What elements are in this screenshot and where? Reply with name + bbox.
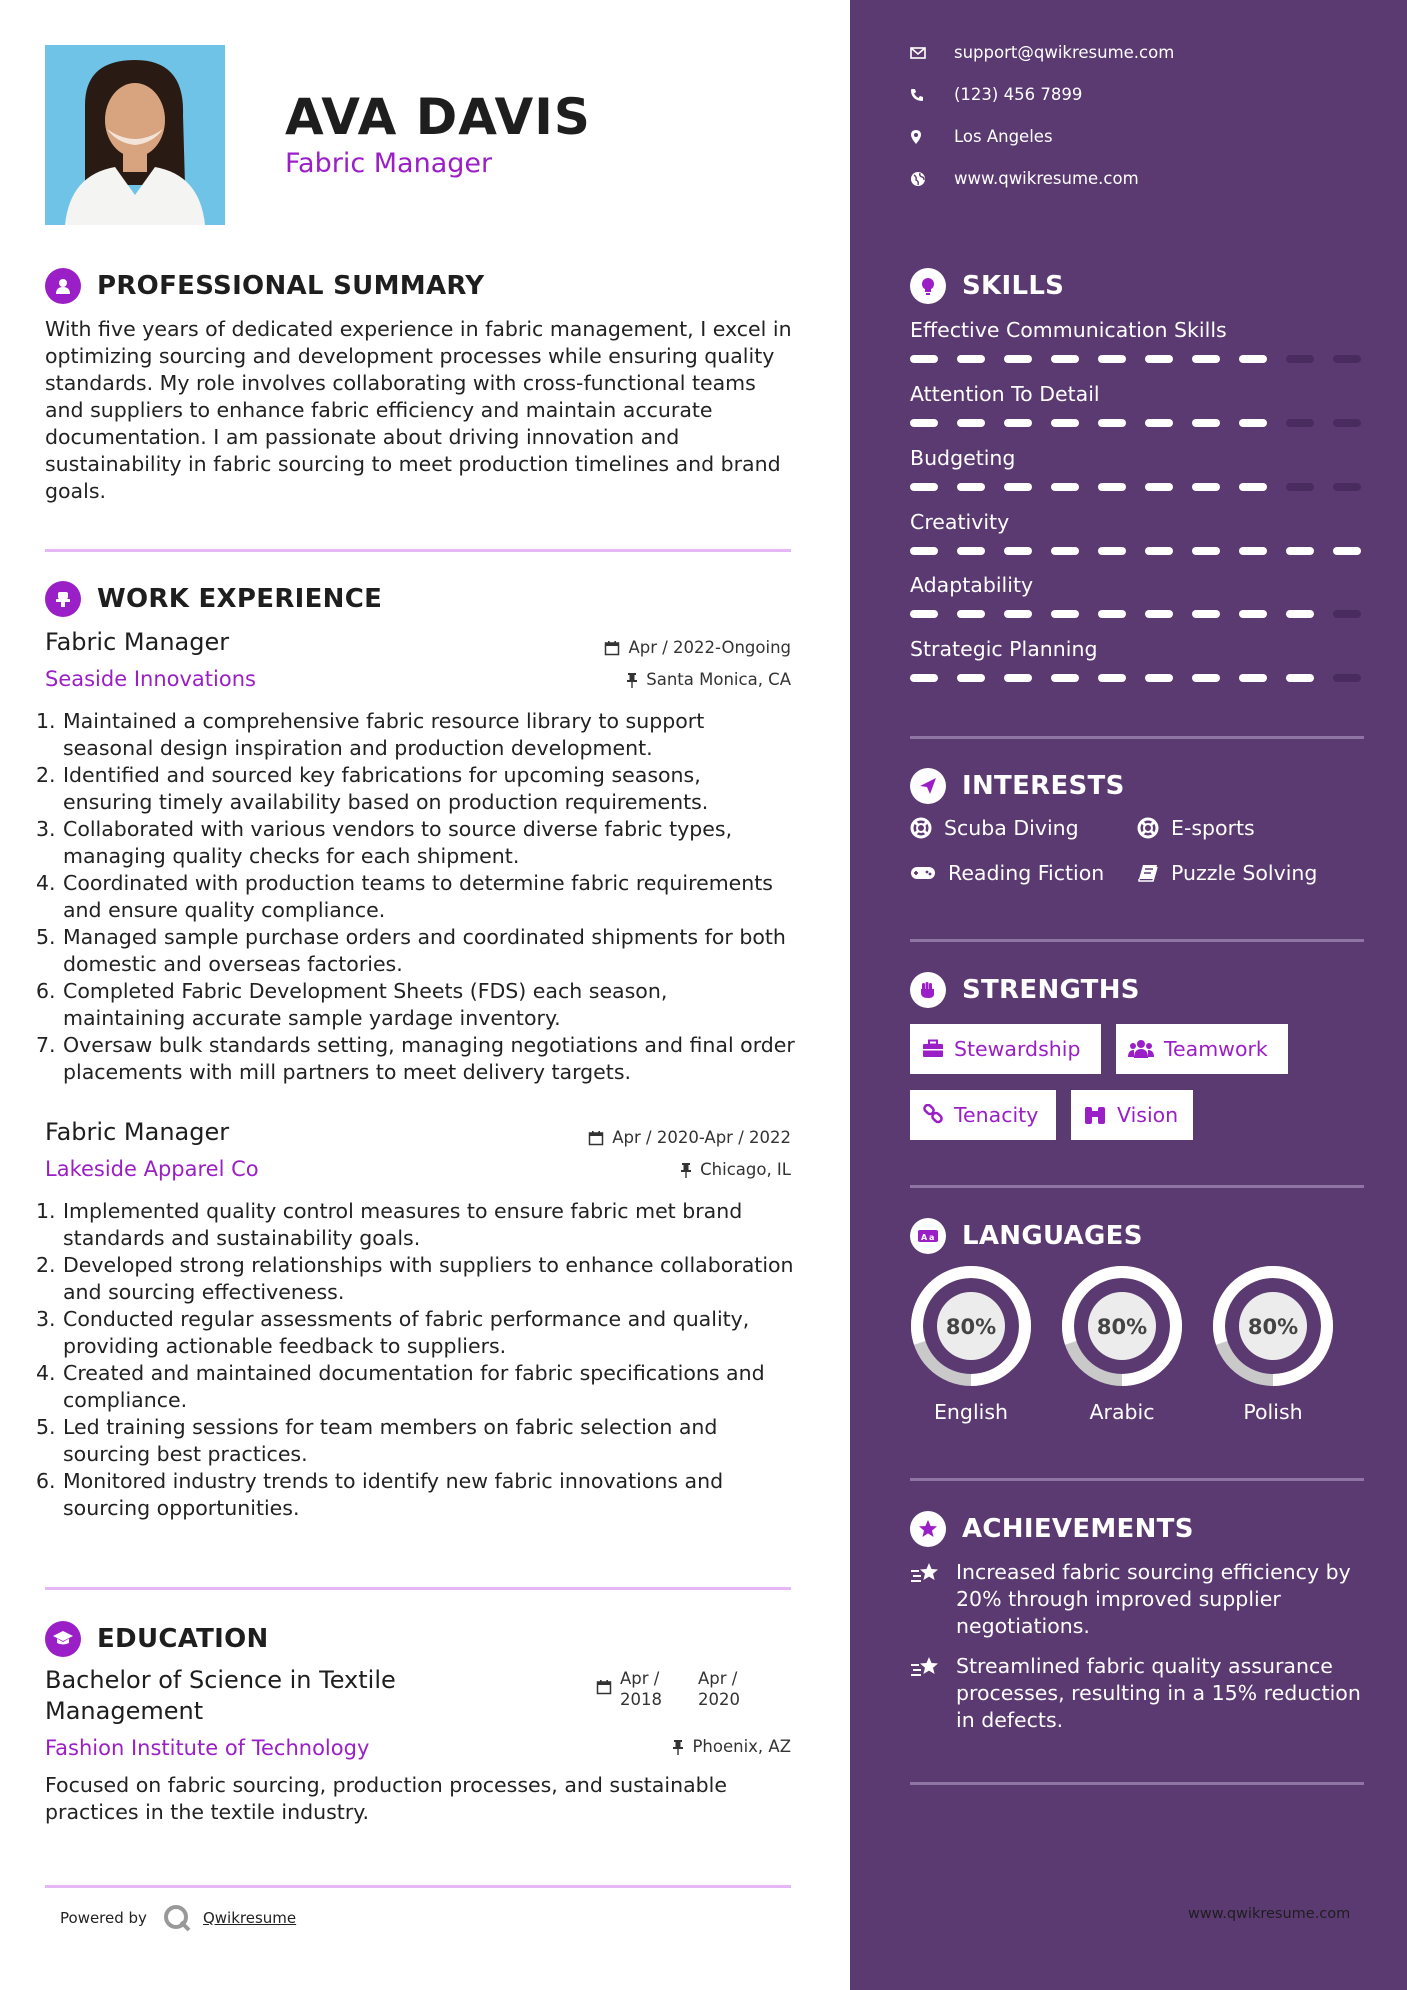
- footer-website[interactable]: www.qwikresume.com: [1188, 1906, 1351, 1922]
- job-dates-text: Apr / 2022-Ongoing: [628, 638, 791, 657]
- contact-website[interactable]: www.qwikresume.com: [910, 169, 1139, 188]
- podium-icon: [45, 581, 81, 617]
- summary-heading: [45, 268, 484, 304]
- strength-badge: Tenacity: [910, 1090, 1056, 1140]
- skill-level-segment: [1051, 547, 1079, 555]
- lightbulb-icon: [910, 268, 946, 304]
- interest-item: Reading Fiction: [910, 861, 1104, 885]
- candidate-role: Fabric Manager: [285, 148, 493, 179]
- skill-level-segment: [1051, 483, 1079, 491]
- skill-level-segment: [1051, 355, 1079, 363]
- skill-level-segment: [1333, 355, 1361, 363]
- list-item: 3. Collaborated with various vendors to source diverse fabric types, managing quality checks for each shipment.: [36, 817, 733, 868]
- list-item: 6. Monitored industry trends to identify new fabric innovations and sourcing opportunities.: [36, 1469, 724, 1520]
- pin-icon: [626, 672, 638, 688]
- skill-level-bar: [910, 610, 1380, 618]
- language-percent: 80%: [1096, 1315, 1148, 1339]
- skill-level-segment: [1192, 483, 1220, 491]
- skills-title: SKILLS: [962, 271, 1065, 301]
- link-icon: [922, 1104, 944, 1126]
- strength-badge: Vision: [1071, 1090, 1193, 1140]
- language-progress-ring: [909, 1264, 1033, 1388]
- svg-text:a: a: [929, 1233, 935, 1242]
- book-icon: [1137, 863, 1159, 883]
- interest-item: Scuba Diving: [910, 816, 1079, 840]
- section-divider: [910, 736, 1364, 739]
- languages-title: LANGUAGES: [962, 1221, 1143, 1251]
- skill-level-bar: [910, 674, 1380, 682]
- list-item: 1. Maintained a comprehensive fabric resource library to support seasonal design inspiration and production development.: [36, 709, 705, 760]
- binoculars-icon: [1083, 1105, 1107, 1125]
- skill-level-segment: [957, 355, 985, 363]
- calendar-icon: [604, 640, 620, 656]
- skill-level-segment: [1286, 674, 1314, 682]
- skill-level-segment: [1004, 547, 1032, 555]
- section-divider: [45, 1885, 791, 1888]
- education-degree: Bachelor of Science in Textile Management: [45, 1666, 396, 1725]
- skill-level-segment: [1145, 674, 1173, 682]
- language-name: English: [933, 1400, 1009, 1424]
- interests-heading: [910, 768, 1125, 804]
- skill-level-segment: [957, 547, 985, 555]
- list-item: 1. Implemented quality control measures to ensure fabric met brand standards and sustainability goals.: [36, 1199, 743, 1250]
- section-divider: [910, 1185, 1364, 1188]
- job-company: Lakeside Apparel Co: [45, 1157, 259, 1181]
- shooting-star-icon: [910, 1561, 942, 1587]
- skill-level-segment: [1192, 674, 1220, 682]
- achievement-item: Increased fabric sourcing efficiency by 20% through improved supplier negotiations.: [910, 1559, 1370, 1640]
- skill-level-segment: [1239, 355, 1267, 363]
- skill-level-segment: [1051, 674, 1079, 682]
- paper-plane-icon: [910, 768, 946, 804]
- skill-level-segment: [1239, 419, 1267, 427]
- user-icon: [45, 268, 81, 304]
- skill-level-segment: [1333, 547, 1361, 555]
- language-progress-ring: [1060, 1264, 1184, 1388]
- job-bullets: [36, 1198, 796, 1522]
- skill-level-segment: [1286, 610, 1314, 618]
- qwikresume-link[interactable]: Qwikresume: [202, 1909, 297, 1927]
- skill-level-segment: [1145, 483, 1173, 491]
- achievement-item: Streamlined fabric quality assurance processes, resulting in a 15% reduction in defects.: [910, 1653, 1370, 1734]
- skill-level-segment: [1286, 547, 1314, 555]
- skill-level-segment: [1192, 419, 1220, 427]
- interest-item: E-sports: [1137, 816, 1255, 840]
- job-location-text: Chicago, IL: [700, 1160, 791, 1179]
- interests-title: INTERESTS: [962, 771, 1125, 801]
- job-title: Fabric Manager: [45, 628, 230, 656]
- section-divider: [910, 1478, 1364, 1481]
- powered-by: [60, 1902, 296, 1934]
- list-item: 4. Created and maintained documentation for fabric specifications and compliance.: [36, 1361, 765, 1412]
- skill-name: Effective Communication Skills: [910, 318, 1227, 342]
- powered-by-label: Powered by: [60, 1909, 147, 1927]
- skill-level-segment: [1286, 483, 1314, 491]
- qwikresume-logo-icon: [161, 1902, 193, 1934]
- education-school: Fashion Institute of Technology: [45, 1736, 370, 1760]
- skill-level-segment: [1098, 483, 1126, 491]
- translate-icon: [910, 1218, 946, 1254]
- list-item: 2. Identified and sourced key fabrications for upcoming seasons, ensuring timely availability based on production requirements.: [36, 763, 709, 814]
- summary-title: PROFESSIONAL SUMMARY: [97, 271, 485, 301]
- calendar-icon: [588, 1130, 604, 1146]
- summary-text: With five years of dedicated experience in fabric management, I excel in optimizing sourcing and development processes while ensuring quality standards. My role involves collaborating with cross-functional teams and suppliers to enhance fabric efficiency and maintain accurate documentation. I am passionate about driving innovation and sustainability in fabric sourcing to meet production timelines and brand goals.: [45, 317, 792, 503]
- pin-icon: [672, 1739, 684, 1755]
- skill-level-segment: [957, 483, 985, 491]
- graduation-icon: [45, 1621, 81, 1657]
- section-divider: [910, 939, 1364, 942]
- skill-level-bar: [910, 483, 1380, 491]
- job-bullets: [36, 708, 796, 1086]
- skill-level-segment: [1239, 674, 1267, 682]
- job-title: Fabric Manager: [45, 1118, 230, 1146]
- contact-email[interactable]: support@qwikresume.com: [910, 43, 1174, 62]
- skill-name: Strategic Planning: [910, 637, 1098, 661]
- skill-level-segment: [910, 419, 938, 427]
- skill-level-segment: [1051, 419, 1079, 427]
- skill-level-segment: [1004, 419, 1032, 427]
- list-item: 7. Oversaw bulk standards setting, managing negotiations and final order placements with mill partners to meet delivery targets.: [36, 1033, 795, 1084]
- candidate-name: AVA DAVIS: [285, 88, 591, 146]
- skill-level-segment: [910, 547, 938, 555]
- list-item: 2. Developed strong relationships with suppliers to enhance collaboration and sourcing effectiveness.: [36, 1253, 794, 1304]
- job-dates-text: Apr / 2020-Apr / 2022: [612, 1128, 791, 1147]
- education-location-text: Phoenix, AZ: [692, 1737, 791, 1756]
- skill-level-segment: [1051, 610, 1079, 618]
- envelope-icon: [910, 47, 926, 59]
- contact-phone[interactable]: (123) 456 7899: [910, 85, 1082, 104]
- lifebuoy-icon: [1137, 817, 1159, 839]
- education-end: Apr / 2020: [698, 1669, 740, 1709]
- education-heading: [45, 1621, 269, 1657]
- language-name: Polish: [1243, 1400, 1303, 1424]
- lifebuoy-icon: [910, 817, 932, 839]
- skill-level-segment: [1145, 419, 1173, 427]
- skill-level-segment: [1004, 355, 1032, 363]
- users-icon: [1128, 1039, 1154, 1059]
- skill-level-segment: [1004, 610, 1032, 618]
- skill-level-segment: [1145, 610, 1173, 618]
- education-location: [672, 1737, 791, 1756]
- fist-icon: [910, 972, 946, 1008]
- strengths-title: STRENGTHS: [962, 975, 1140, 1005]
- skill-level-segment: [1004, 674, 1032, 682]
- calendar-icon: [596, 1679, 612, 1695]
- skill-name: Adaptability: [910, 573, 1034, 597]
- achievements-title: ACHIEVEMENTS: [962, 1514, 1194, 1544]
- skill-level-segment: [910, 610, 938, 618]
- experience-title: WORK EXPERIENCE: [97, 584, 383, 614]
- gamepad-icon: [910, 864, 936, 882]
- job-dates: [588, 1128, 791, 1147]
- skill-level-segment: [1098, 355, 1126, 363]
- education-start: Apr / 2018: [620, 1669, 662, 1709]
- skill-level-segment: [1333, 674, 1361, 682]
- skill-name: Creativity: [910, 510, 1010, 534]
- strengths-heading: [910, 972, 1140, 1008]
- skill-level-bar: [910, 355, 1380, 363]
- skill-level-segment: [1333, 483, 1361, 491]
- skill-level-segment: [1192, 547, 1220, 555]
- job-location: [680, 1160, 791, 1179]
- skill-level-segment: [1192, 610, 1220, 618]
- skill-level-bar: [910, 547, 1380, 555]
- skill-name: Budgeting: [910, 446, 1016, 470]
- skill-level-segment: [957, 610, 985, 618]
- skill-level-segment: [1239, 483, 1267, 491]
- skill-level-segment: [1333, 610, 1361, 618]
- languages-heading: [910, 1218, 1143, 1254]
- globe-icon: [910, 171, 926, 187]
- list-item: 4. Coordinated with production teams to determine fabric requirements and ensure quality compliance.: [36, 871, 773, 922]
- phone-icon: [910, 88, 924, 102]
- skill-level-segment: [1098, 610, 1126, 618]
- list-item: 5. Managed sample purchase orders and coordinated shipments for both domestic and overseas factories.: [36, 925, 786, 976]
- education-description: Focused on fabric sourcing, production processes, and sustainable practices in the textile industry.: [45, 1773, 727, 1824]
- star-badge-icon: [910, 1511, 946, 1547]
- language-name: Arabic: [1089, 1400, 1155, 1424]
- job-company: Seaside Innovations: [45, 667, 256, 691]
- pin-icon: [680, 1162, 692, 1178]
- job-location: [626, 670, 791, 689]
- job-location-text: Santa Monica, CA: [646, 670, 791, 689]
- map-pin-icon: [910, 129, 922, 145]
- list-item: 5. Led training sessions for team members on fabric selection and sourcing best practices.: [36, 1415, 718, 1466]
- skill-level-segment: [910, 355, 938, 363]
- skill-level-segment: [1145, 547, 1173, 555]
- contact-location: Los Angeles: [910, 127, 1053, 146]
- section-divider: [45, 1587, 791, 1590]
- list-item: 3. Conducted regular assessments of fabric performance and quality, providing actionable feedback to suppliers.: [36, 1307, 750, 1358]
- skill-level-segment: [1098, 419, 1126, 427]
- interest-item: Puzzle Solving: [1137, 861, 1317, 885]
- skill-level-segment: [1239, 610, 1267, 618]
- job-dates: [604, 638, 791, 657]
- skill-level-segment: [1098, 547, 1126, 555]
- skill-level-segment: [1286, 355, 1314, 363]
- skill-level-segment: [957, 674, 985, 682]
- skill-level-segment: [1145, 355, 1173, 363]
- skill-level-segment: [1333, 419, 1361, 427]
- experience-heading: [45, 581, 382, 617]
- education-dates: [596, 1668, 740, 1710]
- profile-photo: [45, 45, 225, 225]
- strength-badge: Stewardship: [910, 1024, 1101, 1074]
- skill-level-segment: [957, 419, 985, 427]
- skill-level-segment: [1004, 483, 1032, 491]
- language-progress-ring: [1211, 1264, 1335, 1388]
- language-percent: 80%: [1247, 1315, 1299, 1339]
- section-divider: [910, 1782, 1364, 1785]
- skill-level-segment: [1098, 674, 1126, 682]
- skill-level-segment: [1239, 547, 1267, 555]
- skill-level-segment: [1192, 355, 1220, 363]
- strength-badge: Teamwork: [1116, 1024, 1288, 1074]
- briefcase-icon: [922, 1039, 944, 1059]
- svg-text:A: A: [921, 1233, 928, 1242]
- shooting-star-icon: [910, 1655, 942, 1681]
- skill-name: Attention To Detail: [910, 382, 1100, 406]
- skill-level-segment: [910, 483, 938, 491]
- skill-level-segment: [910, 674, 938, 682]
- skill-level-segment: [1286, 419, 1314, 427]
- skill-level-bar: [910, 419, 1380, 427]
- education-title: EDUCATION: [97, 1624, 269, 1654]
- list-item: 6. Completed Fabric Development Sheets (FDS) each season, maintaining accurate sample yardage inventory.: [36, 979, 668, 1030]
- skills-heading: [910, 268, 1064, 304]
- achievements-heading: [910, 1511, 1194, 1547]
- section-divider: [45, 549, 791, 552]
- language-percent: 80%: [945, 1315, 997, 1339]
